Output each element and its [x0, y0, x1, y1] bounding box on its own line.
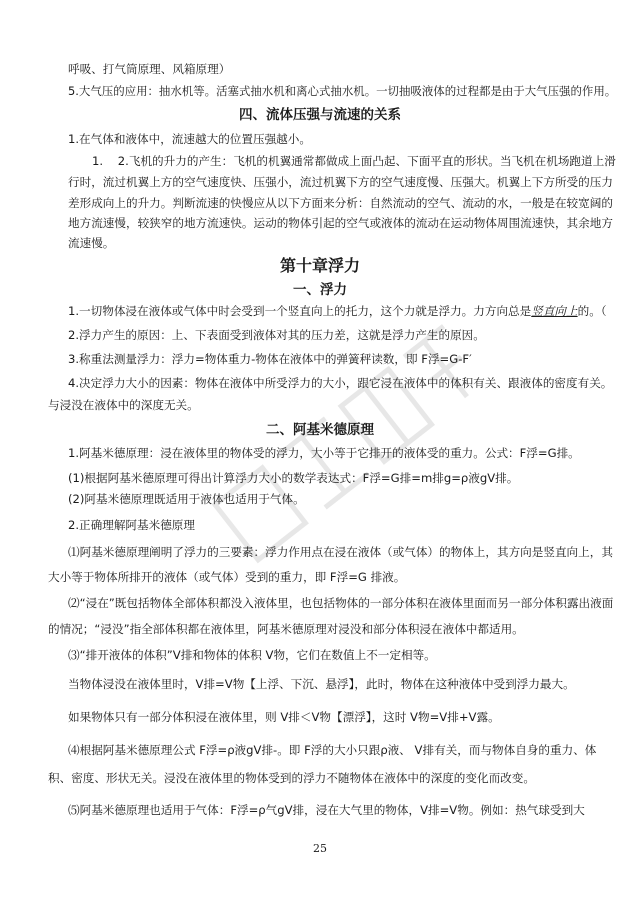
text-line: 流速慢。 [68, 236, 115, 250]
text-line: 的情况；“浸没”指全部体积都在液体里，阿基米德原理对浸没和部分体积浸在液体中都适用。 [48, 622, 524, 636]
text-line: ⑵“浸在”既包括物体全部体积都没入液体里，也包括物体的一部分体积在液体里面而另一部分体积露出液面 [68, 596, 614, 610]
text-line: 与浸没在液体中的深度无关。 [48, 398, 199, 412]
text-line: 2.浮力产生的原因：上、下表面受到液体对其的压力差，这就是浮力产生的原因。 [68, 328, 485, 342]
text-line: 呼吸、打气筒原理、风箱原理） [68, 62, 231, 76]
text-line: ⑶“排开液体的体积”V排和物体的体积 V物，它们在数值上不一定相等。 [68, 648, 436, 662]
text-line: ⑸阿基米德原理也适用于气体：F浮=ρ气gV排，浸在大气里的物体，V排=V物。例如：热气球受到大 [68, 803, 585, 817]
text-line: 1. 2.飞机的升力的产生：飞机的机翼通常都做成上面凸起、下面平直的形状。当飞机在机场跑道上滑 [92, 154, 616, 168]
text-line: 1.在气体和液体中，流速越大的位置压强越小。 [68, 132, 311, 146]
section-heading: 四、流体压强与流速的关系 [239, 107, 401, 123]
page-number: 25 [313, 842, 327, 855]
text-line [68, 304, 607, 318]
text-line: ⑷根据阿基米德原理公式 F浮=ρ液gV排-。即 F浮的大小只跟ρ液、 V排有关，而与物体自身的重力、体 [68, 743, 597, 757]
text-line: 大小等于物体所排开的液体（或气体）受到的重力，即 F浮=G 排液。 [48, 570, 406, 584]
text-line: 差形成向上的升力。判断流速的快慢应从以下方面来分析：自然流动的空气、流动的水，一般是在较宽阔的 [68, 196, 613, 210]
chapter-title: 第十章浮力 [279, 256, 360, 275]
text-span: 的。（ [577, 304, 607, 318]
text-line: 2.正确理解阿基米德原理 [68, 518, 195, 532]
text-line: 地方流速慢，较狭窄的地方流速快。运动的物体引起的空气或液体的流动在运动物体周围流速快，其余地方 [68, 216, 613, 230]
text-line: 行时，流过机翼上方的空气速度快、压强小，流过机翼下方的空气速度慢、压强大。机翼上下方所受的压力 [68, 175, 613, 189]
text-line: 积、密度、形状无关。浸没在液体里的物体受到的浮力不随物体在液体中的深度的变化而改变。 [48, 771, 535, 785]
section-heading: 二、阿基米德原理 [266, 422, 374, 438]
text-line: 如果物体只有一部分体积浸在液体里，则 V排＜V物【漂浮】，这时 V物=V排+V露。 [68, 710, 500, 724]
text-line: ⑴阿基米德原理阐明了浮力的三要素：浮力作用点在浸在液体（或气体）的物体上，其方向是竖直向上，其 [68, 545, 613, 559]
text-line: (2)阿基米德原理既适用于液体也适用于气体。 [68, 492, 305, 506]
text-line: 5.大气压的应用：抽水机等。活塞式抽水机和离心式抽水机。一切抽吸液体的过程都是由于大气压强的作用。 [68, 84, 617, 98]
text-span: 1.一切物体浸在液体或气体中时会受到一个竖直向上的托力，这个力就是浮力。力方向总是 [68, 304, 532, 318]
text-line: 当物体浸没在液体里时，V排=V物【上浮、下沉、悬浮】，此时，物体在这种液体中受到浮力最大。 [68, 677, 575, 691]
text-line: 4.决定浮力大小的因素：物体在液体中所受浮力的大小，跟它浸在液体中的体积有关、跟液体的密度有关。 [68, 376, 613, 390]
text-line: 1.阿基米德原理：浸在液体里的物体受的浮力，大小等于它排开的液体受的重力。公式：F浮=G排。 [68, 446, 580, 460]
text-line: (1)根据阿基米德原理可得出计算浮力大小的数学表达式：F浮=G排=m排g=ρ液gV排。 [68, 471, 519, 485]
text-line: 3.称重法测量浮力：浮力=物体重力-物体在液体中的弹簧秤读数，即 F浮=G-F′ [68, 352, 472, 366]
underlined-text: 竖直向上 [531, 304, 578, 318]
section-heading: 一、浮力 [293, 282, 347, 298]
